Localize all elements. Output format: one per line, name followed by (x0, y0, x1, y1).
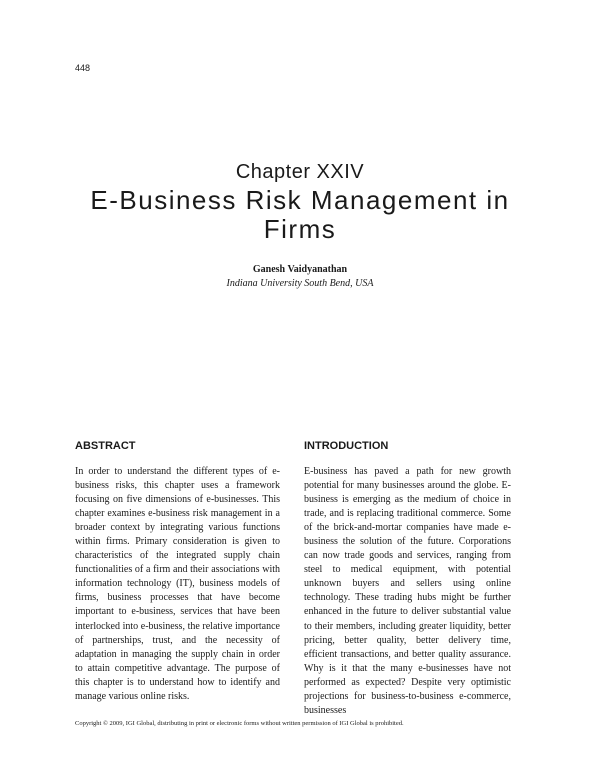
introduction-text: E-business has paved a path for new growth potential for many businesses around the globe. E-business is emerging as the medium of choice in trade, and is replacing traditional commerce. Some of the brick-and-mortar companies have made e-business the solution of the future. Corporations can now trade goods and services, ranging from steel to medical equipment, with potential unknown buyers and sellers using online technology. These trading hubs might be further enhanced in the future to deliver substantial value to their members, including greater liquidity, better pricing, better quality, better delivery time, efficient transactions, and better quality assurance. Why is it that the many e-businesses have not performed as expected? Despite very optimistic projections for business-to-business e-commerce, businesses (304, 466, 511, 716)
abstract-text: In order to understand the different types of e-business risks, this chapter uses a framework focusing on five dimensions of e-businesses. This chapter examines e-business risk management in a broader context by integrating various functions within firms. Primary consideration is given to characteristics of the integrated supply chain functionalities of a firm and their associations with information technology (IT), business models of firms, business processes that have become important to e-business, services that have been interlocked into e-business, the relative importance of partnerships, trust, and the necessity of adaptation in managing the supply chain in order to attain competitive advantage. The purpose of this chapter is to understand how to identify and manage various online risks. (75, 466, 280, 702)
page-number: 448 (75, 63, 91, 73)
introduction-heading: INTRODUCTION (304, 440, 389, 452)
abstract-heading: ABSTRACT (75, 440, 136, 452)
chapter-title: E-Business Risk Management in Firms (90, 185, 510, 244)
copyright-notice: Copyright © 2009, IGI Global, distributing in print or electronic forms without written permission of IGI Global is prohibited. (75, 720, 404, 727)
author-name: Ganesh Vaidyanathan (252, 264, 348, 275)
chapter-label: Chapter XXIV (235, 161, 365, 183)
author-affiliation: Indiana University South Bend, USA (226, 278, 374, 289)
